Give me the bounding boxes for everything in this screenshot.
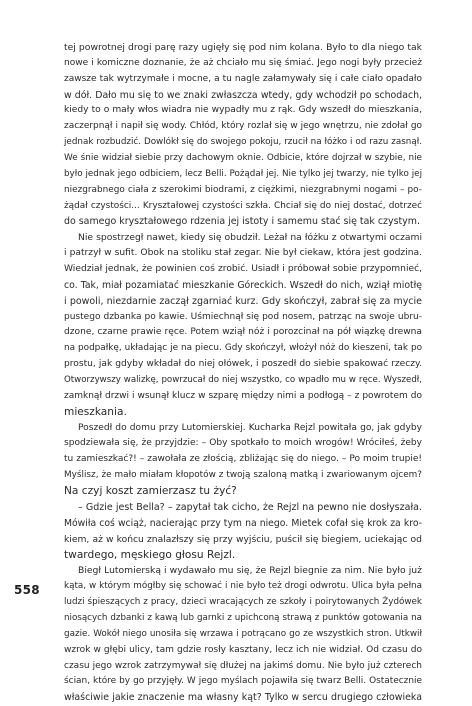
text-line: co. Tak, miał pozamiatać mieszkanie Góreckich. Wszedł do nich, wziął miotłę [64,279,422,291]
text-line: żądał czystości... Kryształowej czystości szkła. Chciał się do niej dostać, dotrzeć [64,200,422,211]
text-line: i powoli, niezdarnie zaczął zgarniać kurz. Gdy skończył, zabrał się za mycie [64,295,422,307]
text-line: – Gdzie jest Bella? – zapytał tak cicho, że Rejzl na pewno nie dosłyszała. [78,501,422,513]
text-line: i patrzył w sufit. Obok na stoliku stał zegar. Nie był ciekaw, która jest godzina. [64,248,422,259]
text-line: Biegł Lutomierską i wydawało mu się, że Rejzl biegnie za nim. Nie było już [78,565,422,577]
text-line: pustego dzbanka po kawie. Uśmiechnął się pod nosem, patrząc na swoje ubru- [64,311,422,322]
body-text [64,40,422,706]
text-line: We śnie widział siebie przy dachowym oknie. Odbicie, które dojrzał w szybie, nie [64,153,422,164]
text-line: Myślisz, że mało miałam kłopotów z twoją szaloną matką i zwariowanym ojcem? [64,470,422,481]
text-line: do samego kryształowego rdzenia jej istoty i samemu stać się tak czystym. [64,216,420,228]
text-line: gazie. Wokół niego unosiła się wrzawa i potrącano go ze wszystkich stron. Utkwił [64,628,422,639]
text-line: niosących dzbanki z kawą lub garnki z upichconą strawą z punktów gotowania na [64,612,422,623]
text-line: na podpałkę, układając je na piecu. Gdy skończył, włożył nóż do kieszeni, tak po [64,343,422,354]
text-line: nowe i komiczne doznanie, że aż chciało mu się śmiać. Jego nogi były przecież [64,57,422,68]
text-line: kiedy to o mały włos wiadra nie wypadły mu z rąk. Gdy wszedł do mieszkania, [64,105,422,116]
text-line: w dół. Dało mu się to we znaki zwłaszcza wtedy, gdy wchodził po schodach, [64,89,422,101]
text-line: tu zamieszkać?! – zawołała ze złością, zbliżając się do niego. – Po moim trupie! [64,454,422,465]
text-line: tej powrotnej drogi parę razy ugięły się pod nim kolana. Było to dla niego tak [64,42,422,53]
text-line: spodziewała się, że przyjdzie: – Oby spotkało to moich wrogów! Wróciłeś, żeby [64,438,422,449]
text-line: Poszedł do domu przy Lutomierskiej. Kucharka Rejzl powitała go, jak gdyby [78,422,422,433]
text-line: zaczerpnął i napił się wody. Chłód, który rozlał się w jego wnętrzu, nie zdołał go [64,121,422,132]
text-line: twardego, męskiego głosu Rejzl. [64,548,236,561]
text-line: Otworzywszy walizkę, powrzucał do niej wszystko, co wpadło mu w ręce. Wyszedł, [64,375,422,386]
text-line: niezgrabnego ciała z szerokimi biodrami, z ciężkimi, niezgrabnymi nogami – po- [64,184,422,195]
text-line: zawsze tak wytrzymałe i mocne, a tu nagle załamywały się i całe ciało opadało [64,73,422,84]
text-line: ścian, które by go przyjęły. W jego myślach pojawiła się twarz Belli. Ostatecznie [64,676,422,687]
text-line: Mówiła coś wciąż, nacierając przy tym na niego. Mietek cofał się krok za kro- [64,517,422,529]
text-line: czasu jego wzrok zatrzymywał się dłużej na jakimś domu. Nie było już czterech [64,660,422,671]
text-line: mieszkania. [64,405,127,418]
text-line: kiem, aż w końcu znalazłszy się przy wyjściu, puścił się biegiem, uciekając od [64,533,422,545]
text-line: zamknął drzwi i wsunął klucz w szparę między nimi a podłogą – z powrotem do [64,390,422,401]
text-line: ludzi śpieszących z pracy, dzieci wracających ze szkoły i poirytowanych Żydówek [64,597,422,608]
page-number: 558 [14,583,40,597]
text-line: dzone, czarne prawie ręce. Potem wziął nóż i porozcinał na pół wiązkę drewna [64,327,422,338]
text-line: Wiedział jednak, że powinien coś zrobić. Usiadł i próbował sobie przypomnieć, [64,264,422,275]
text-line: jednak rozbudzić. Dowlókł się do swojego pokoju, rzucił na łóżko i od razu zasnął. [64,137,422,148]
text-line: Nie spostrzegł nawet, kiedy się obudził. Leżał na łóżku z otwartymi oczami [78,232,422,244]
text-line: kąta, w którym mógłby się schować i nie było też drogi odwrotu. Ulica była pełna [64,581,422,592]
text-line: prostu, jak gdyby wkładał do niej ołówek, i poszedł do siebie spakować rzeczy. [64,359,422,370]
text-line: było jednak jego odbiciem, lecz Belli. Pożądał jej. Nie tylko jej twarzy, nie tylko jej [64,168,422,179]
text-line: wzrok w głębi ulicy, tam gdzie rosły kasztany, lecz ich nie widział. Od czasu do [64,644,422,655]
text-line: Na czyj koszt zamierzasz tu żyć? [64,485,237,498]
text-line: właściwie jakie znaczenie ma własny kąt? Tylko w sercu drugiego człowieka [64,692,422,704]
